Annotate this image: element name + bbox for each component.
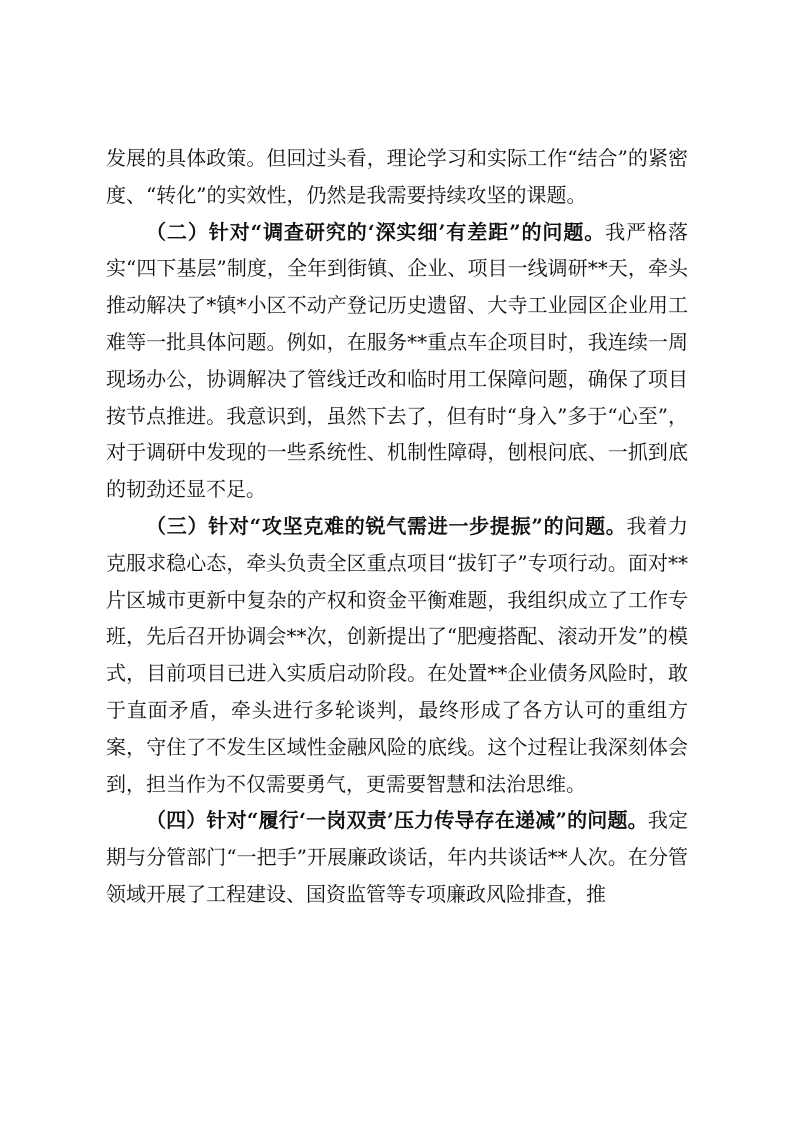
paragraph-text: 我严格落实“四下基层”制度，全年到街镇、企业、项目一线调研**天，牵头推动解决了*镇*小区不动产登记历史遗留、大寺工业园区企业用工难等一批具体问题。例如，在服务**重点车企项目时，我连续一周现场办公，协调解决了管线迁改和临时用工保障问题，确保了项目按节点推进。我意识到，虽然下去了，但有时“身入”多于“心至”，对于调研中发现的一些系统性、机制性障碍，刨根问底、一抓到底的韧劲还显不足。 — [106, 219, 689, 502]
paragraph-section-2 — [106, 214, 688, 508]
section-heading: （二）针对“调查研究的‘深实细’有差距”的问题。 — [146, 219, 606, 244]
paragraph-text: 我着力克服求稳心态，牵头负责全区重点项目“拔钉子”专项行动。面对**片区城市更新中复杂的产权和资金平衡难题，我组织成立了工作专班，先后召开协调会**次，创新提出了“肥瘦搭配、滚动开发”的模式，目前项目已进入实质启动阶段。在处置**企业债务风险时，敢于直面矛盾，牵头进行多轮谈判，最终形成了各方认可的重组方案，守住了不发生区域性金融风险的底线。这个过程让我深刻体会到，担当作为不仅需要勇气，更需要智慧和法治思维。 — [106, 513, 689, 796]
section-heading: （四）针对“履行‘一岗双责’压力传导存在递减”的问题。 — [146, 808, 648, 833]
paragraph-text: 发展的具体政策。但回过头看，理论学习和实际工作“结合”的紧密度、“转化”的实效性，仍然是我需要持续攻坚的课题。 — [106, 146, 688, 207]
paragraph-continuation — [106, 140, 688, 214]
paragraph-text: 我定期与分管部门“一把手”开展廉政谈话，年内共谈话**人次。在分管领域开展了工程建设、国资监管等专项廉政风险排查，推 — [106, 808, 689, 906]
paragraph-section-4 — [106, 802, 688, 912]
document-body — [106, 140, 688, 913]
paragraph-section-3 — [106, 508, 688, 802]
section-heading: （三）针对“攻坚克难的锐气需进一步提振”的问题。 — [146, 513, 627, 538]
